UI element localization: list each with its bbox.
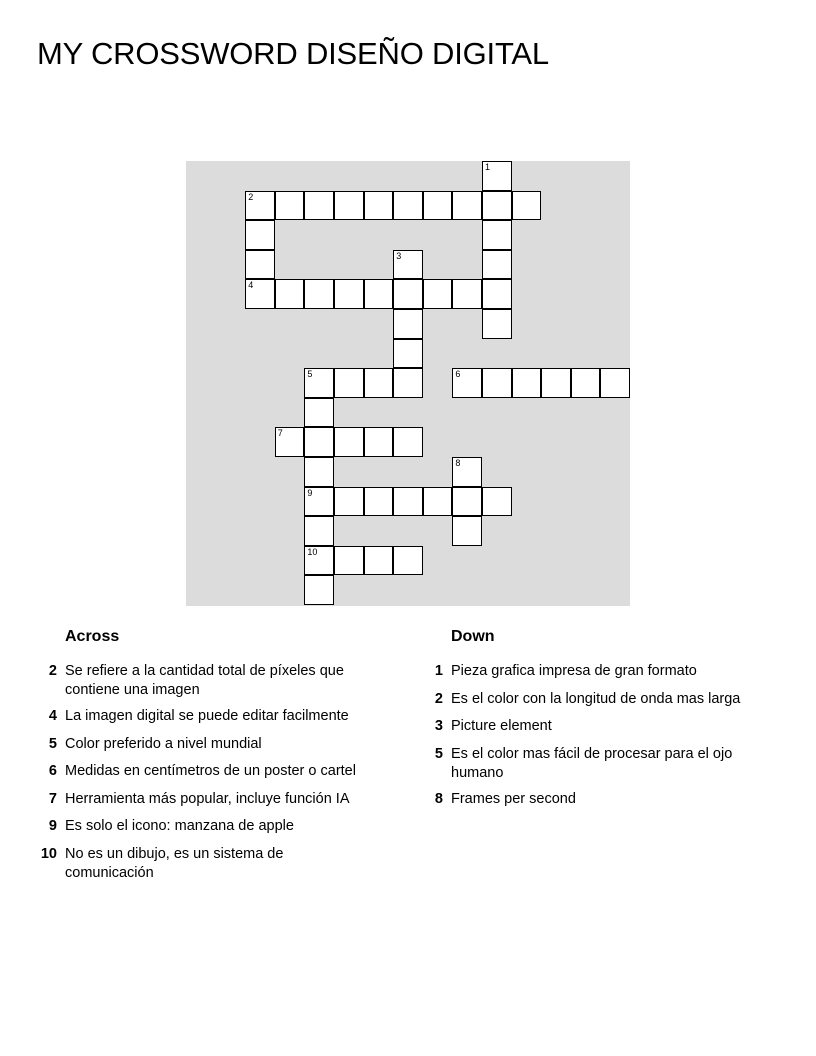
grid-cell[interactable] bbox=[334, 487, 364, 517]
grid-cell[interactable] bbox=[245, 250, 275, 280]
grid-cell[interactable] bbox=[482, 487, 512, 517]
clue-number: 7 bbox=[277, 428, 283, 439]
clue-number: 2 bbox=[434, 690, 443, 707]
grid-cell[interactable] bbox=[482, 220, 512, 250]
clue-text: La imagen digital se puede editar facilmente bbox=[65, 708, 349, 724]
grid-cell[interactable] bbox=[452, 487, 482, 517]
grid-cell[interactable] bbox=[512, 191, 542, 221]
grid-cell[interactable] bbox=[482, 309, 512, 339]
grid-cell[interactable] bbox=[393, 250, 423, 280]
clue-text: Se refiere a la cantidad total de píxeles que contiene una imagen bbox=[65, 663, 344, 698]
across-heading: Across bbox=[65, 628, 120, 645]
clue-text: No es un dibujo, es un sistema de comunicación bbox=[65, 845, 284, 881]
grid-cell[interactable] bbox=[452, 191, 482, 221]
grid-cell[interactable] bbox=[245, 191, 275, 221]
grid-cell[interactable] bbox=[304, 279, 334, 309]
grid-cell[interactable] bbox=[304, 457, 334, 487]
grid-cell[interactable] bbox=[304, 575, 334, 605]
grid-cell[interactable] bbox=[482, 161, 512, 191]
clue-number: 7 bbox=[48, 790, 57, 807]
grid-cell[interactable] bbox=[393, 339, 423, 369]
grid-cell[interactable] bbox=[364, 368, 394, 398]
clue-text: Herramienta más popular, incluye función IA bbox=[65, 790, 350, 807]
grid-cell[interactable] bbox=[304, 487, 334, 517]
grid-cell[interactable] bbox=[334, 191, 364, 221]
grid-cell[interactable] bbox=[304, 516, 334, 546]
grid-cell[interactable] bbox=[571, 368, 601, 398]
grid-cell[interactable] bbox=[364, 546, 394, 576]
clue-text: Pieza grafica impresa de gran formato bbox=[451, 663, 697, 679]
grid-cell[interactable] bbox=[334, 546, 364, 576]
clue-number: 3 bbox=[434, 718, 443, 734]
grid-cell[interactable] bbox=[245, 279, 275, 309]
clue-number: 8 bbox=[434, 790, 443, 807]
clue-number: 8 bbox=[455, 458, 461, 468]
grid-cell[interactable] bbox=[334, 368, 364, 398]
clue-number: 5 bbox=[434, 745, 443, 762]
clue-number: 9 bbox=[307, 487, 313, 498]
clue-number: 9 bbox=[48, 818, 57, 834]
page-title: MY CROSSWORD DISEÑO DIGITAL bbox=[37, 36, 549, 71]
clue-number: 1 bbox=[485, 162, 491, 172]
grid-cell[interactable] bbox=[600, 368, 630, 398]
grid-cell[interactable] bbox=[423, 279, 453, 309]
grid-cell[interactable] bbox=[304, 191, 334, 221]
clue-number: 3 bbox=[396, 250, 402, 261]
grid-cell[interactable] bbox=[393, 309, 423, 339]
clue-number: 4 bbox=[248, 280, 254, 291]
grid-cell[interactable] bbox=[482, 368, 512, 398]
clue-text: Picture element bbox=[451, 718, 552, 734]
grid-cell[interactable] bbox=[452, 368, 482, 398]
grid-cell[interactable] bbox=[245, 220, 275, 250]
clue-number: 6 bbox=[455, 369, 461, 380]
clue-text: Color preferido a nivel mundial bbox=[65, 735, 262, 752]
grid-cell[interactable] bbox=[334, 279, 364, 309]
clue-text: Es el color mas fácil de procesar para el ojo humano bbox=[451, 745, 733, 781]
grid-cell[interactable] bbox=[512, 368, 542, 398]
grid-cell[interactable] bbox=[482, 250, 512, 280]
grid-cell[interactable] bbox=[452, 279, 482, 309]
clue-number: 10 bbox=[307, 546, 318, 557]
grid-cell[interactable] bbox=[541, 368, 571, 398]
clue-number: 10 bbox=[40, 845, 57, 862]
clue-text: Frames per second bbox=[451, 790, 576, 807]
grid-cell[interactable] bbox=[275, 191, 305, 221]
grid-cell[interactable] bbox=[304, 546, 334, 576]
grid-cell[interactable] bbox=[393, 368, 423, 398]
clue-number: 2 bbox=[48, 663, 57, 679]
grid-cell[interactable] bbox=[482, 191, 512, 221]
clue-number: 5 bbox=[48, 735, 57, 752]
clue-text: Es el color con la longitud de onda mas larga bbox=[451, 690, 741, 707]
grid-cell[interactable] bbox=[275, 279, 305, 309]
grid-cell[interactable] bbox=[304, 427, 334, 457]
clue-text: Medidas en centímetros de un poster o cartel bbox=[65, 763, 356, 779]
grid-cell[interactable] bbox=[452, 516, 482, 546]
grid-cell[interactable] bbox=[275, 427, 305, 457]
grid-cell[interactable] bbox=[393, 279, 423, 309]
grid-cell[interactable] bbox=[393, 487, 423, 517]
grid-cell[interactable] bbox=[423, 191, 453, 221]
grid-cell[interactable] bbox=[364, 427, 394, 457]
clue-number: 5 bbox=[307, 369, 313, 380]
clue-number: 1 bbox=[434, 663, 443, 679]
grid-cell[interactable] bbox=[393, 191, 423, 221]
grid-cell[interactable] bbox=[304, 368, 334, 398]
clue-number: 4 bbox=[48, 708, 57, 724]
grid-cell[interactable] bbox=[452, 457, 482, 487]
down-heading: Down bbox=[451, 628, 495, 645]
grid-cell[interactable] bbox=[482, 279, 512, 309]
grid-cell[interactable] bbox=[364, 279, 394, 309]
grid-cell[interactable] bbox=[304, 398, 334, 428]
grid-cell[interactable] bbox=[393, 546, 423, 576]
grid-cell[interactable] bbox=[364, 487, 394, 517]
grid-cell[interactable] bbox=[334, 427, 364, 457]
clue-number: 2 bbox=[248, 191, 254, 202]
grid-cell[interactable] bbox=[423, 487, 453, 517]
clue-text: Es solo el icono: manzana de apple bbox=[65, 818, 294, 834]
grid-cell[interactable] bbox=[364, 191, 394, 221]
crossword-grid bbox=[186, 161, 630, 606]
grid-cell[interactable] bbox=[393, 427, 423, 457]
clue-number: 6 bbox=[48, 763, 57, 779]
